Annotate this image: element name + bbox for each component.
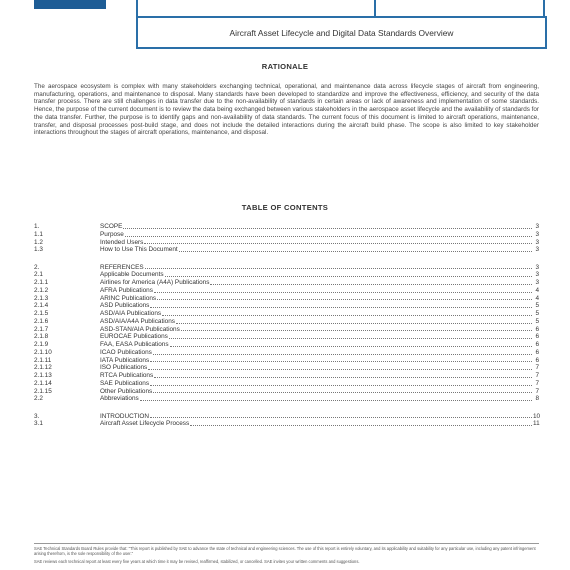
toc-entry[interactable] (34, 388, 539, 396)
toc-dot-leader (150, 361, 532, 362)
toc-entry-page: 3 (535, 238, 539, 246)
toc-entry[interactable] (34, 279, 539, 287)
toc-dot-leader (210, 284, 532, 285)
toc-entry-number: 2.1.8 (34, 333, 49, 341)
toc-entry-page: 5 (535, 302, 539, 310)
toc-entry-title: ASD/AIA/A4A Publications (100, 317, 175, 325)
toc-dot-leader (170, 346, 532, 347)
toc-entry-number: 1.2 (34, 238, 43, 246)
toc-entry-page: 3 (535, 223, 539, 230)
toc-entry[interactable] (34, 380, 539, 388)
toc-entry-title: Other Publications (100, 387, 153, 395)
toc-entry[interactable] (34, 333, 539, 341)
toc-entry[interactable] (34, 287, 539, 295)
toc-entry[interactable] (34, 395, 539, 403)
toc-entry[interactable] (34, 246, 539, 254)
toc-dot-leader (157, 299, 532, 300)
toc-entry-page: 3 (535, 279, 539, 286)
toc-entry[interactable] (34, 264, 539, 272)
toc-entry[interactable] (34, 413, 539, 421)
toc-entry-title: AFRA Publications (100, 286, 153, 294)
toc-entry-number: 2.1.12 (34, 364, 52, 372)
toc-entry-number: 2.1.15 (34, 387, 52, 395)
document-title: Aircraft Asset Lifecycle and Digital Data Standards Overview (136, 16, 547, 49)
toc-entry-number: 2.1.13 (34, 372, 52, 379)
toc-entry-page: 3 (535, 230, 539, 238)
toc-entry-page: 8 (535, 395, 539, 403)
toc-entry-number: 2.1.7 (34, 325, 49, 333)
toc-entry-page: 7 (535, 364, 539, 372)
toc-entry-number: 3.1 (34, 420, 43, 428)
toc-entry-number: 2. (34, 263, 40, 271)
toc-dot-leader (154, 292, 532, 293)
toc-entry[interactable] (34, 239, 539, 247)
toc-entry[interactable] (34, 310, 539, 318)
toc-entry-title: Abbreviations (100, 395, 139, 403)
toc-entry[interactable] (34, 302, 539, 310)
toc-entry-page: 4 (535, 286, 539, 294)
toc-group-gap (34, 254, 539, 264)
toc-entry-page: 7 (535, 387, 539, 395)
toc-dot-leader (181, 330, 532, 331)
footer-divider (34, 543, 539, 544)
toc-entry-title: Airlines for America (A4A) Publications (100, 279, 210, 286)
toc-entry-page: 3 (535, 271, 539, 279)
toc-entry-title: FAA, EASA Publications (100, 341, 169, 348)
toc-entry-number: 2.1.1 (34, 279, 49, 286)
toc-dot-leader (169, 338, 532, 339)
toc-entry-page: 6 (535, 325, 539, 333)
toc-entry-number: 2.1.4 (34, 302, 49, 310)
toc-entry[interactable] (34, 341, 539, 349)
toc-entry-title: ISO Publications (100, 364, 148, 372)
rationale-heading: RATIONALE (261, 62, 309, 71)
toc-entry-title: ASD Publications (100, 302, 150, 310)
toc-entry-title: ICAO Publications (100, 348, 152, 356)
toc-entry-page: 6 (535, 341, 539, 348)
toc-entry-page: 6 (535, 333, 539, 341)
toc-entry-number: 2.2 (34, 395, 43, 403)
toc-entry-title: Purpose (100, 230, 124, 238)
toc-entry-number: 2.1.10 (34, 348, 52, 356)
toc-entry[interactable] (34, 357, 539, 365)
toc-dot-leader (153, 354, 532, 355)
rationale-text: The aerospace ecosystem is complex with many stakeholders exchanging technical, operational, and maintenance data across lifecycle stages of aircraft from engineering, manufacturing, operations, and maintenance to disposal. Many standards have been developed to standardize and improve the effectiveness, efficiency, and security of the data transfer process. There are still challenges in data transfer due to the non-availability of standards in certain areas or lack of awareness and implementation of some standards. Hence, the purpose of the current document is to review the data being exchanged between various stakeholders in the aerospace asset lifecycle and the availability of standards for the data transfer. Further, the purpose is to identify gaps and non-availability of data standards. The current focus of this document is limited to aircraft operations, maintenance, transfer, and disposal processes post-build stage, and does not include the detailed interactions during the aircraft build phase. The scope is also limited to key stakeholder interactions throughout the stages of aircraft operations, maintenance, and disposal. (34, 83, 539, 137)
toc-entry-page: 11 (533, 420, 540, 428)
toc-entry-page: 4 (535, 294, 539, 302)
toc-entry-title: REFERENCES (100, 263, 144, 271)
toc-entry[interactable] (34, 364, 539, 372)
toc-entry[interactable] (34, 231, 539, 239)
toc-dot-leader (154, 377, 532, 378)
toc-entry[interactable] (34, 420, 539, 428)
toc-entry-page: 3 (535, 263, 539, 271)
toc-entry-page: 5 (535, 317, 539, 325)
toc-entry-page: 7 (535, 372, 539, 379)
toc-entry-number: 2.1.5 (34, 310, 49, 317)
toc-entry-title: ASD/AIA Publications (100, 310, 162, 317)
toc-entry-title: How to Use This Document (100, 246, 178, 254)
toc-group-gap (34, 403, 539, 413)
toc-entry-title: Aircraft Asset Lifecycle Process (100, 420, 190, 428)
toc-entry-title: SAE Publications (100, 379, 150, 387)
toc-entry[interactable] (34, 271, 539, 279)
toc-entry-title: ASD-STAN/AIA Publications (100, 325, 180, 333)
toc-dot-leader (148, 369, 532, 370)
toc-entry[interactable] (34, 318, 539, 326)
toc-entry-page: 3 (535, 246, 539, 254)
toc-entry[interactable] (34, 349, 539, 357)
toc-entry[interactable] (34, 326, 539, 334)
toc-entry-page: 10 (533, 412, 541, 420)
toc-entry-number: 1. (34, 223, 40, 230)
toc-dot-leader (144, 243, 532, 244)
toc-entry-number: 2.1.3 (34, 294, 49, 302)
header-logo-block (34, 0, 106, 9)
toc-entry-number: 2.1 (34, 271, 43, 279)
toc-entry-number: 2.1.14 (34, 379, 52, 387)
toc-dot-leader (190, 425, 532, 426)
toc-entry-title: IATA Publications (100, 356, 150, 364)
toc-dot-leader (179, 251, 532, 252)
footer-disclaimer: SAE Technical Standards Board Rules provide that: "This report is published by SAE to advance the state of technical and engineering sciences. The use of this report is entirely voluntary, and its applicability and suitability for any particular use, including any patent infringement arising therefrom, is the sole responsibility of the user." (34, 546, 536, 556)
toc-dot-leader (140, 400, 532, 401)
toc-entry-number: 2.1.9 (34, 341, 49, 348)
toc-entry-number: 2.1.11 (34, 356, 52, 364)
toc-entry-number: 2.1.6 (34, 317, 49, 325)
toc-entry-number: 3. (34, 412, 40, 420)
toc-entry-number: 1.3 (34, 246, 43, 254)
toc-entry[interactable] (34, 372, 539, 380)
toc-entry-page: 7 (535, 379, 539, 387)
toc-entry-page: 6 (535, 356, 539, 364)
toc-entry-title: INTRODUCTION (100, 412, 149, 420)
toc-dot-leader (150, 307, 532, 308)
toc-dot-leader (150, 417, 532, 418)
footer-review-note: SAE reviews each technical report at least every five years at which time it may be revised, reaffirmed, stabilized, or cancelled. SAE invites your written comments and suggestions. (34, 559, 360, 564)
toc-dot-leader (176, 323, 532, 324)
toc-entry-title: Intended Users (100, 238, 144, 246)
toc-dot-leader (123, 228, 532, 229)
toc-entry-page: 6 (535, 348, 539, 356)
toc-entry-number: 2.1.2 (34, 286, 49, 294)
toc-entry-title: ARINC Publications (100, 294, 157, 302)
toc-dot-leader (162, 315, 532, 316)
toc-dot-leader (145, 268, 532, 269)
toc-entry-title: Applicable Documents (100, 271, 164, 279)
toc-heading: TABLE OF CONTENTS (241, 203, 329, 212)
toc-entry-title: SCOPE (100, 223, 123, 230)
toc-entry[interactable] (34, 223, 539, 231)
toc-dot-leader (165, 276, 532, 277)
toc-entry-page: 5 (535, 310, 539, 317)
toc-entry[interactable] (34, 295, 539, 303)
toc-entry-title: EUROCAE Publications (100, 333, 168, 341)
toc-dot-leader (125, 236, 532, 237)
toc-entry-number: 1.1 (34, 230, 43, 238)
toc-dot-leader (153, 392, 532, 393)
toc-dot-leader (150, 385, 532, 386)
toc-entry-title: RTCA Publications (100, 372, 154, 379)
table-of-contents (34, 223, 539, 428)
